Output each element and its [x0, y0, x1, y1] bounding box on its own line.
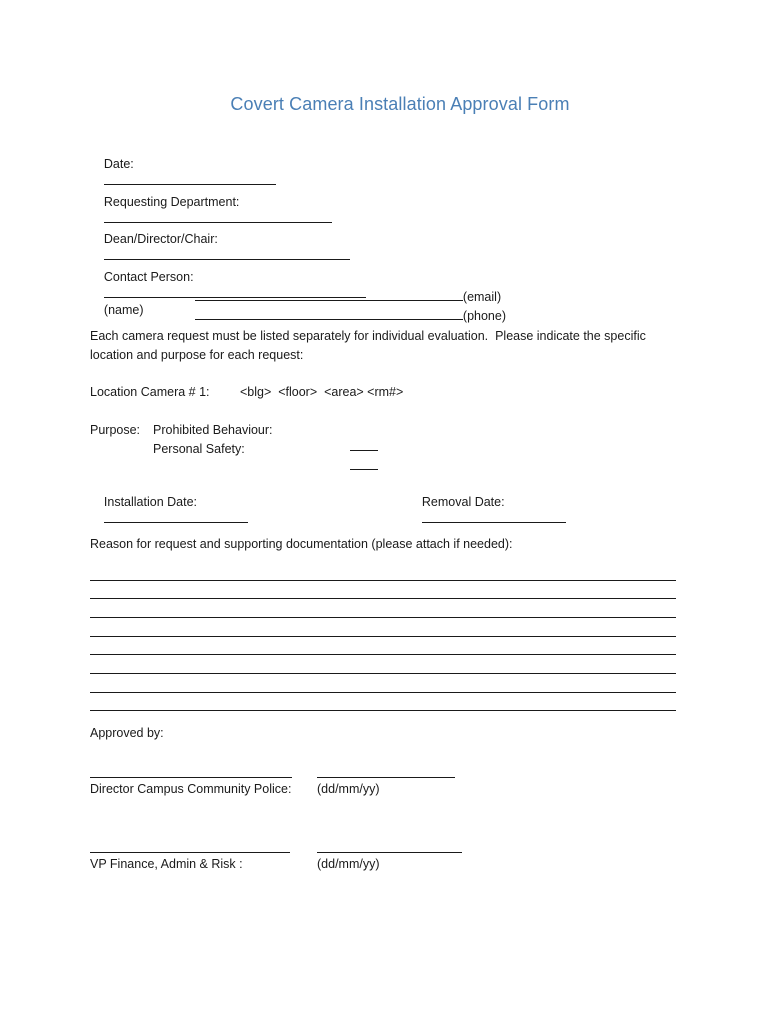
contact-person-label: Contact Person: [103, 270, 194, 284]
reason-line[interactable] [90, 580, 676, 581]
requesting-department-label: Requesting Department: [103, 195, 240, 209]
purpose-label: Purpose: [90, 423, 141, 437]
location-label: Location Camera # 1: [90, 385, 210, 399]
contact-phone-suffix: (phone) [462, 309, 506, 323]
director-date-format: (dd/mm/yy) [317, 782, 380, 796]
location-value[interactable]: <blg> <floor> <area> <rm#> [240, 385, 404, 399]
reason-line[interactable] [90, 617, 676, 618]
installation-date-row [90, 478, 248, 543]
personal-safety-blank[interactable] [350, 457, 378, 470]
purpose-option-safety-label: Personal Safety: [153, 442, 245, 456]
contact-phone-field[interactable] [195, 307, 463, 320]
vp-role-label: VP Finance, Admin & Risk : [90, 857, 243, 871]
purpose-option-safety-field[interactable] [336, 441, 378, 490]
reason-line[interactable] [90, 673, 676, 674]
director-date-line[interactable] [317, 777, 455, 778]
installation-date-field[interactable] [104, 510, 248, 523]
vp-date-format: (dd/mm/yy) [317, 857, 380, 871]
contact-email-suffix: (email) [462, 290, 502, 304]
form-title: Covert Camera Installation Approval Form [230, 94, 570, 114]
reason-line[interactable] [90, 636, 676, 637]
contact-name-suffix: (name) [103, 303, 144, 317]
purpose-option-prohibited-label: Prohibited Behaviour: [153, 423, 273, 437]
reason-line[interactable] [90, 654, 676, 655]
date-label: Date: [103, 157, 134, 171]
reason-line[interactable] [90, 710, 676, 711]
director-signature-line[interactable] [90, 777, 292, 778]
vp-signature-line[interactable] [90, 852, 290, 853]
reason-label: Reason for request and supporting documentation (please attach if needed): [90, 537, 513, 551]
removal-date-row [408, 478, 566, 543]
installation-date-label: Installation Date: [103, 495, 198, 509]
vp-date-line[interactable] [317, 852, 462, 853]
reason-line[interactable] [90, 598, 676, 599]
approved-by-label: Approved by: [90, 726, 164, 740]
removal-date-field[interactable] [422, 510, 566, 523]
instructions-line-2: location and purpose for each request: [90, 348, 304, 362]
removal-date-label: Removal Date: [421, 495, 505, 509]
dean-director-chair-label: Dean/Director/Chair: [103, 232, 218, 246]
instructions-line-1: Each camera request must be listed separately for individual evaluation. Please indicate the specific [90, 329, 646, 343]
reason-line[interactable] [90, 692, 676, 693]
director-role-label: Director Campus Community Police: [90, 782, 292, 796]
